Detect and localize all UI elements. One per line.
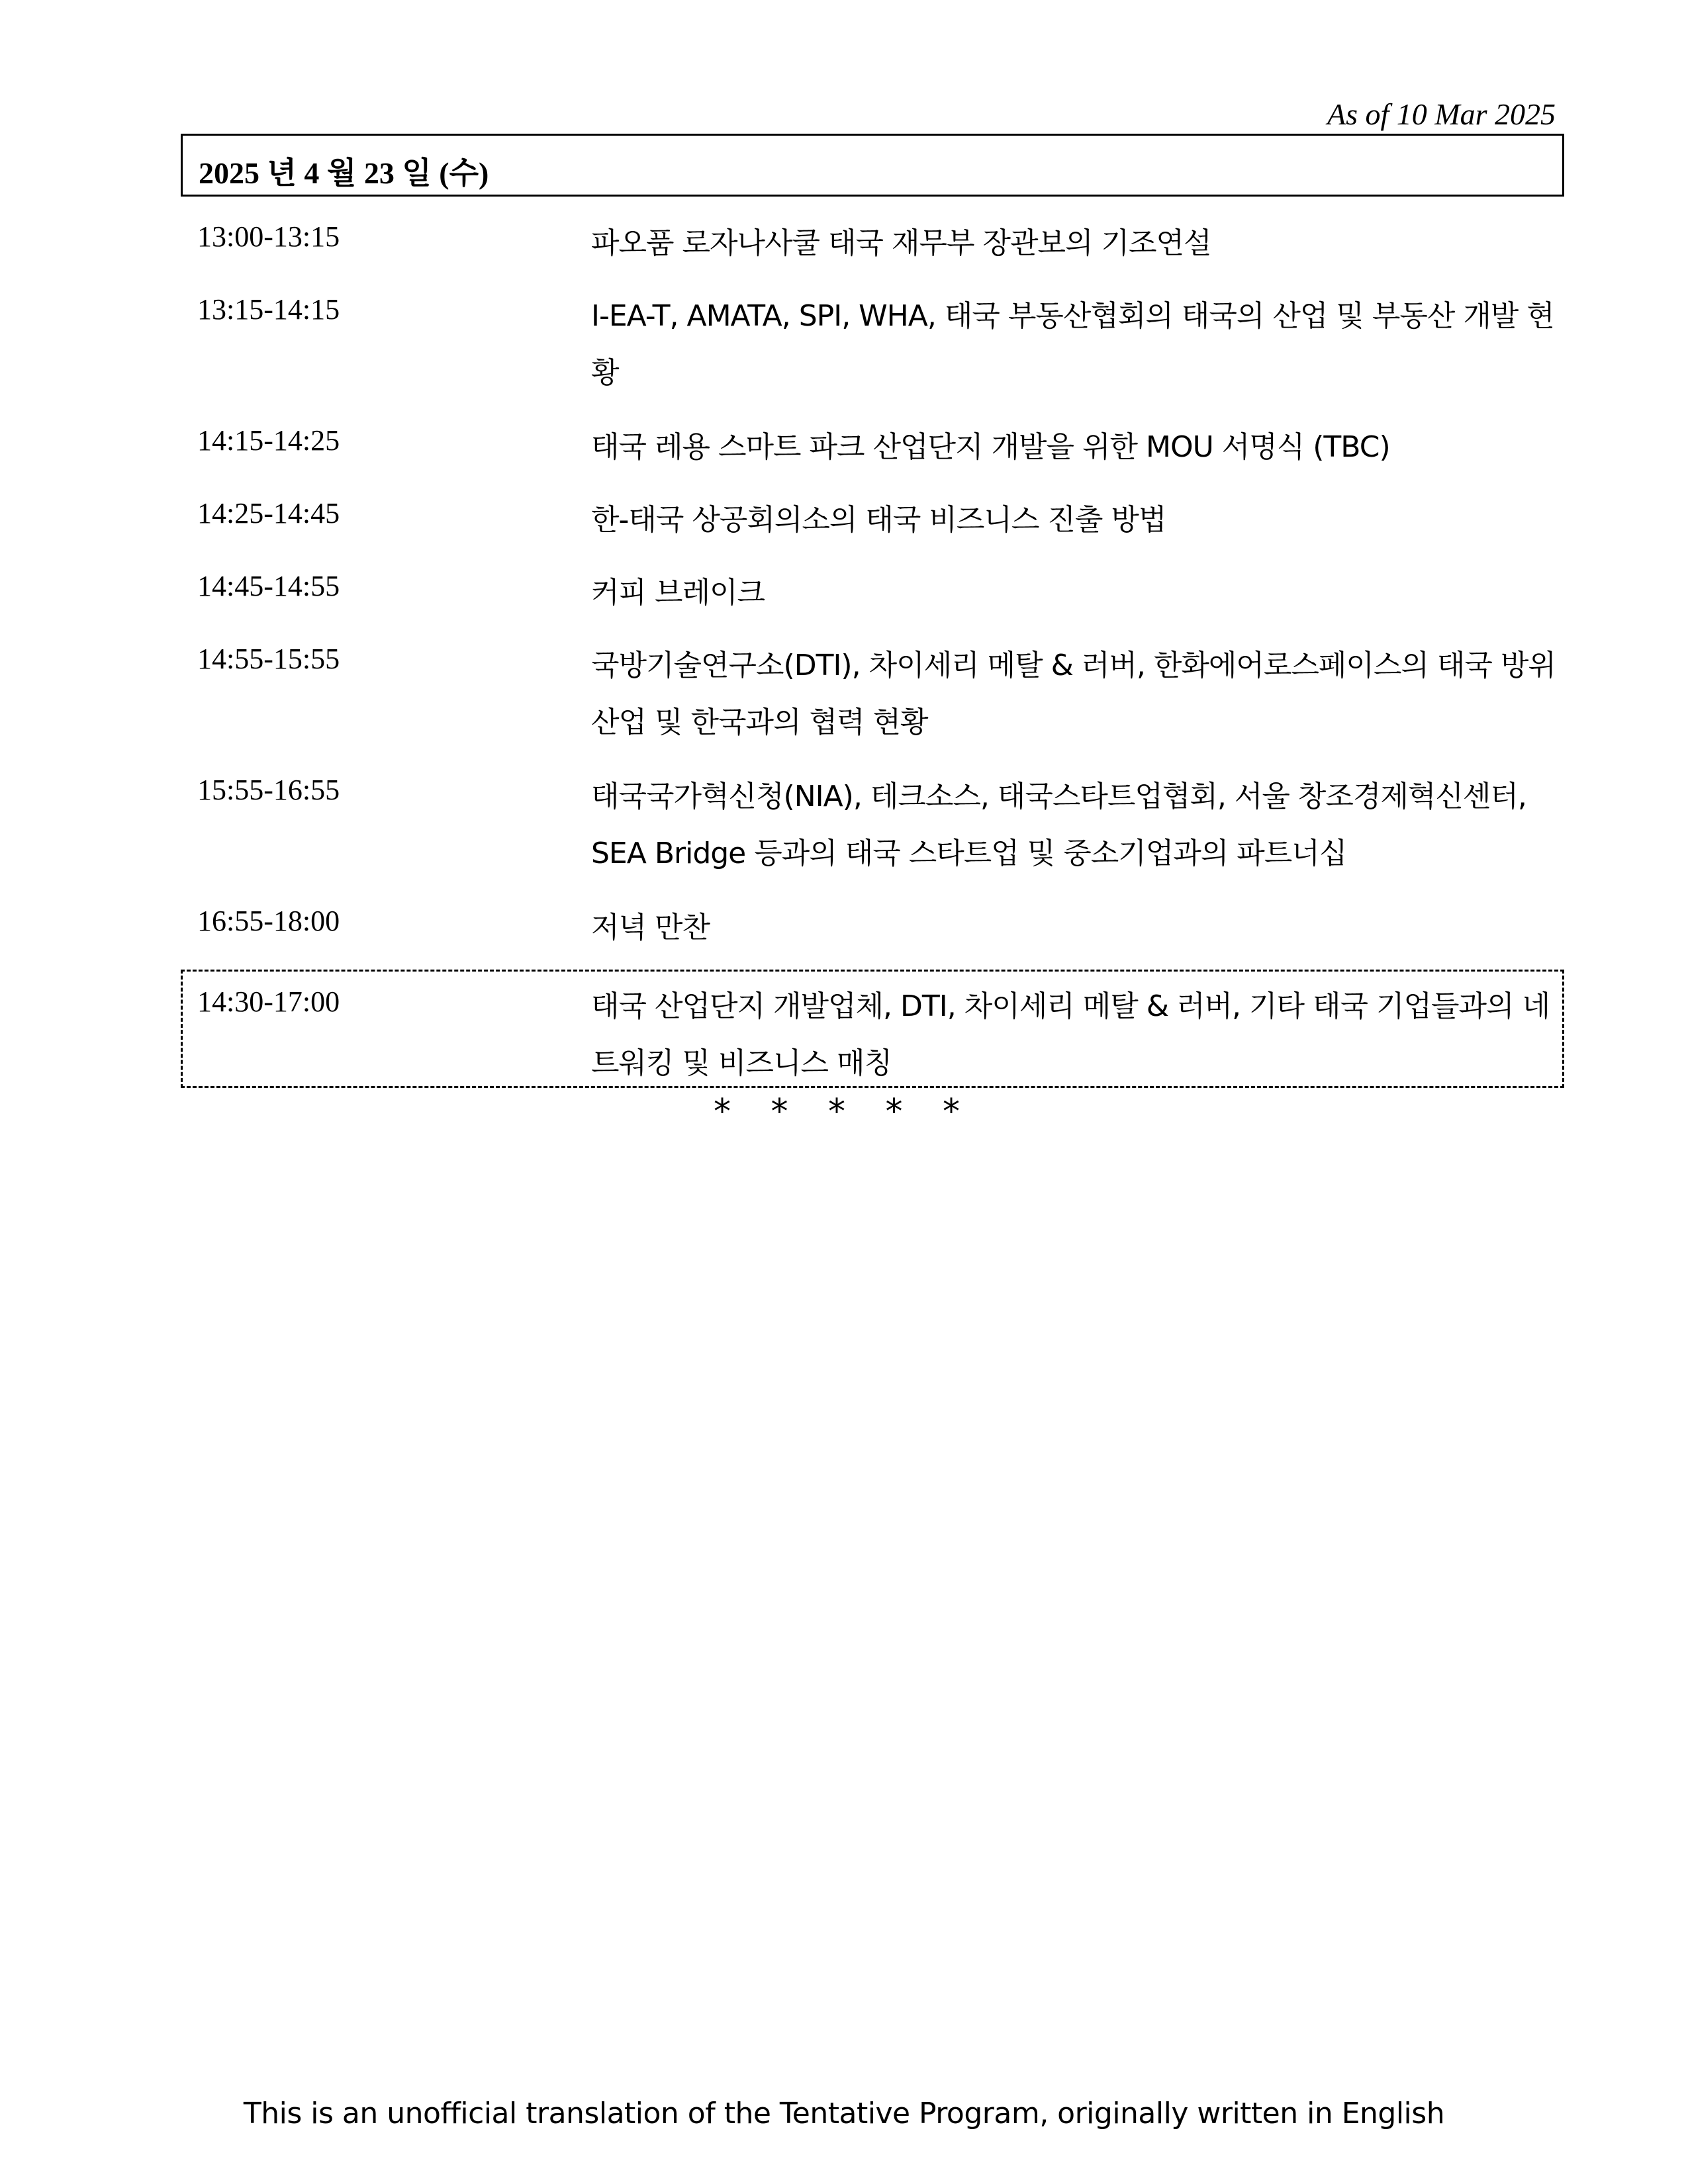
footer-note: This is an unofficial translation of the Tentative Program, originally written in English [243,2097,1445,2130]
schedule-time: 14:25-14:45 [197,497,340,529]
as-of-date: As of 10 Mar 2025 [1327,97,1556,131]
section-separator: * * * * * [713,1092,975,1132]
event-date: 2025 년 4 월 23 일 (수) [199,156,489,190]
schedule-description: 한-태국 상공회의소의 태국 비즈니스 진출 방법 [591,503,1166,537]
schedule-description: I-EA-T, AMATA, SPI, WHA, 태국 부동산협회의 태국의 산업 및 부동산 개발 현황 [591,299,1554,390]
side-event-description: 태국 산업단지 개발업체, DTI, 차이세리 메탈 & 러버, 기타 태국 기업들과의 네트워킹 및 비즈니스 매칭 [591,989,1550,1080]
date-header-box [181,134,1564,197]
schedule-time: 14:45-14:55 [197,570,340,602]
schedule-description: 국방기술연구소(DTI), 차이세리 메탈 & 러버, 한화에어로스페이스의 태국 방위 산업 및 한국과의 협력 현황 [591,649,1556,739]
schedule-description: 파오품 로자나사쿨 태국 재무부 장관보의 기조연설 [591,226,1211,260]
schedule-description: 저녁 만찬 [591,911,710,944]
side-event-time: 14:30-17:00 [197,985,340,1018]
schedule-description: 커피 브레이크 [591,576,765,610]
schedule-time: 16:55-18:00 [197,905,340,937]
schedule-description: 태국국가혁신청(NIA), 테크소스, 태국스타트업협회, 서울 창조경제혁신센터, SEA Bridge 등과의 태국 스타트업 및 중소기업과의 파트너십 [591,780,1526,870]
schedule-time: 15:55-16:55 [197,774,340,806]
schedule-time: 13:15-14:15 [197,293,340,326]
schedule-time: 14:55-15:55 [197,643,340,675]
side-event-box [181,970,1564,1088]
schedule-time: 13:00-13:15 [197,220,340,253]
schedule-time: 14:15-14:25 [197,424,340,457]
schedule-description: 태국 레용 스마트 파크 산업단지 개발을 위한 MOU 서명식 (TBC) [591,430,1390,464]
